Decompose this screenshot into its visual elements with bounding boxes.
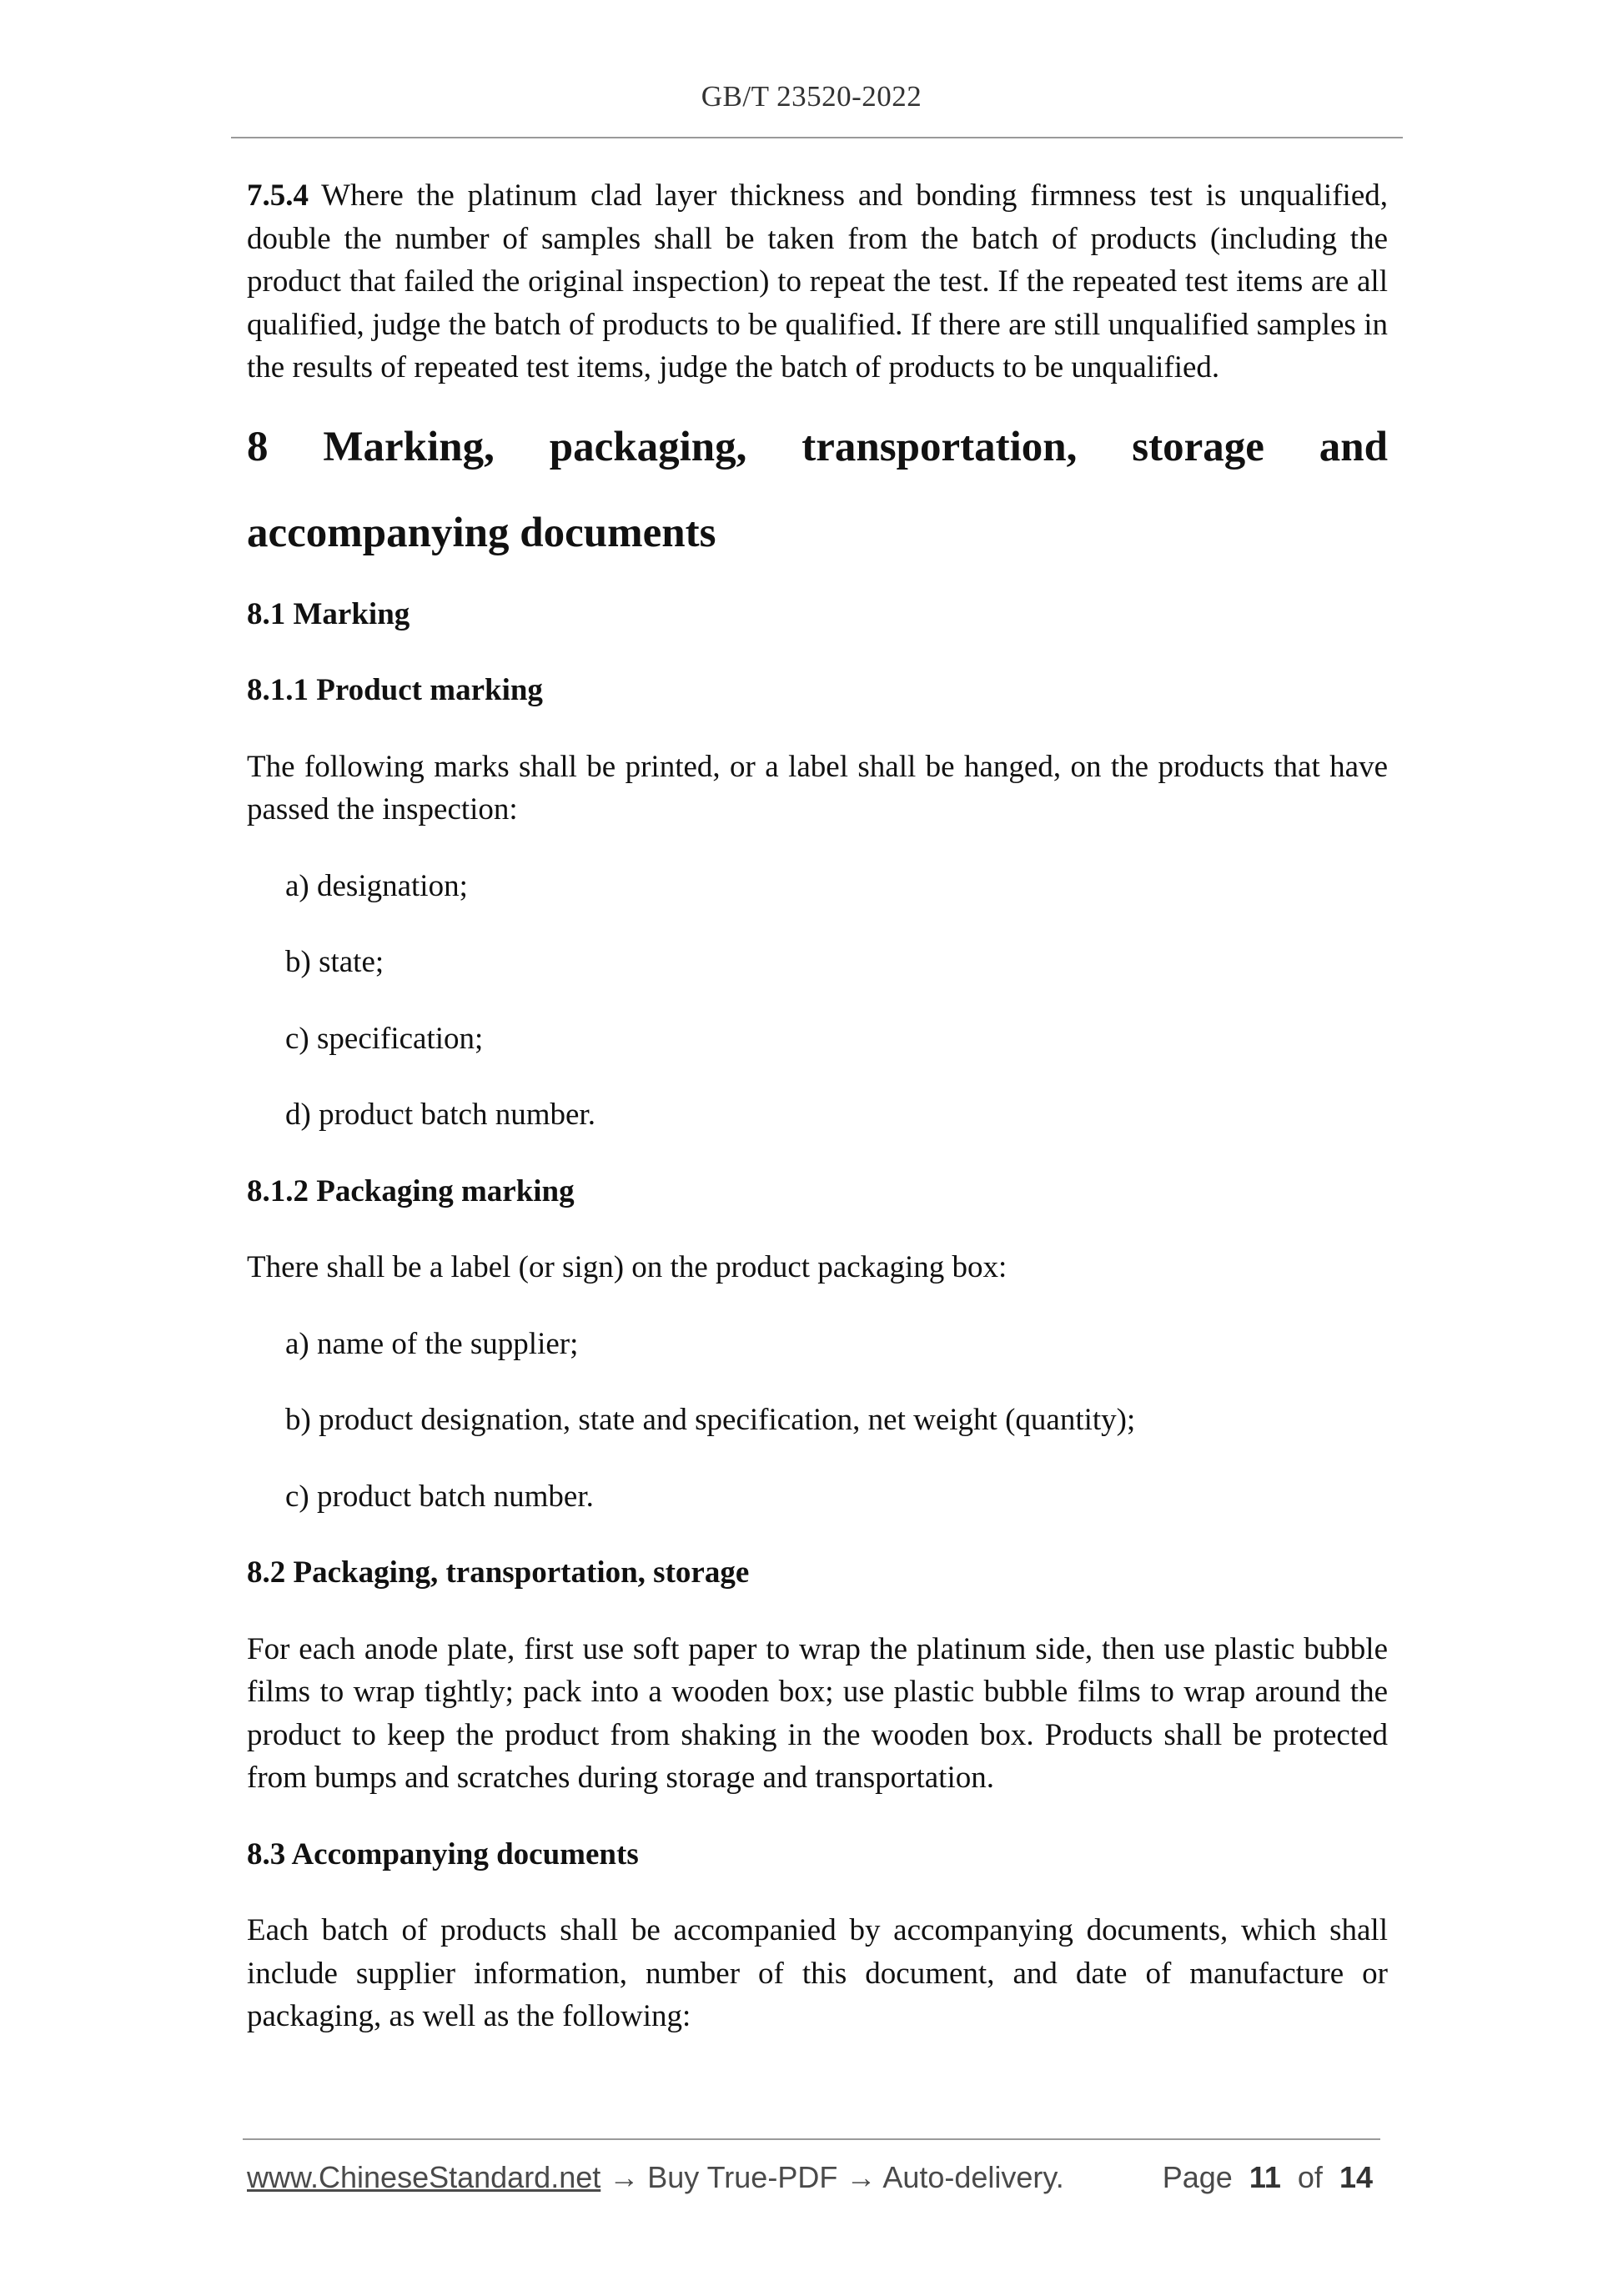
section-8-2-text: For each anode plate, first use soft paper to wrap the platinum side, then use plastic bubble films to wrap tightly; pack into a wooden box; use plastic bubble films to wrap around the product to keep the product from shaking in the wooden box. Products shall be protected from bumps and scratches during storage and transportation. xyxy=(247,1631,1388,1795)
section-8-heading-line2: accompanying documents xyxy=(247,509,716,556)
list-item: c) specification; xyxy=(285,1021,484,1056)
clause-7-5-4 xyxy=(247,174,1388,389)
page-label: Page xyxy=(1162,2160,1233,2194)
page-total: 14 xyxy=(1339,2160,1373,2194)
section-8-1-1-intro: The following marks shall be printed, or a label shall be hanged, on the products that have passed the inspection: xyxy=(247,749,1388,826)
list-item: b) state; xyxy=(285,945,384,979)
section-8-1-2-heading: 8.1.2 Packaging marking xyxy=(247,1173,575,1208)
clause-text: Where the platinum clad layer thickness and bonding firmness test is unqualified, double the number of samples shall be taken from the batch of products (including the product that failed the original inspection) to repeat the test. If the repeated test items are all qualified, judge the batch of products to be qualified. If there are still unqualified samples in the results of repeated test items, judge the batch of products to be unqualified. xyxy=(247,178,1388,384)
list-item: a) designation; xyxy=(285,868,468,903)
header-divider xyxy=(231,137,1403,138)
section-8-heading-line1: 8 Marking, packaging, transportation, storage and xyxy=(247,423,1388,470)
page-of-label: of xyxy=(1297,2160,1323,2194)
page-content xyxy=(247,174,1388,2038)
footer-website-link[interactable]: www.ChineseStandard.net xyxy=(247,2160,601,2194)
page-indicator xyxy=(1163,2160,1373,2195)
section-8-1-1-heading: 8.1.1 Product marking xyxy=(247,673,543,707)
section-8-heading xyxy=(247,404,1388,576)
footer-tagline: → Buy True-PDF → Auto-delivery. xyxy=(600,2160,1064,2194)
section-8-3-text: Each batch of products shall be accompanied by accompanying documents, which shall include supplier information, number of this document, and date of manufacture or packaging, as well as the following: xyxy=(247,1913,1388,2033)
footer xyxy=(247,2160,1381,2195)
section-8-1-heading: 8.1 Marking xyxy=(247,596,410,631)
list-item: c) product batch number. xyxy=(285,1479,594,1514)
section-8-2-heading: 8.2 Packaging, transportation, storage xyxy=(247,1555,750,1590)
footer-divider xyxy=(243,2138,1380,2140)
section-8-3-heading: 8.3 Accompanying documents xyxy=(247,1836,639,1871)
section-8-1-2-intro: There shall be a label (or sign) on the product packaging box: xyxy=(247,1250,1007,1284)
clause-number: 7.5.4 xyxy=(247,178,309,213)
list-item: d) product batch number. xyxy=(285,1098,595,1132)
header-doc-number: GB/T 23520-2022 xyxy=(701,80,922,113)
page-current: 11 xyxy=(1249,2160,1281,2194)
list-item: b) product designation, state and specification, net weight (quantity); xyxy=(285,1403,1136,1437)
list-item: a) name of the supplier; xyxy=(285,1326,579,1361)
